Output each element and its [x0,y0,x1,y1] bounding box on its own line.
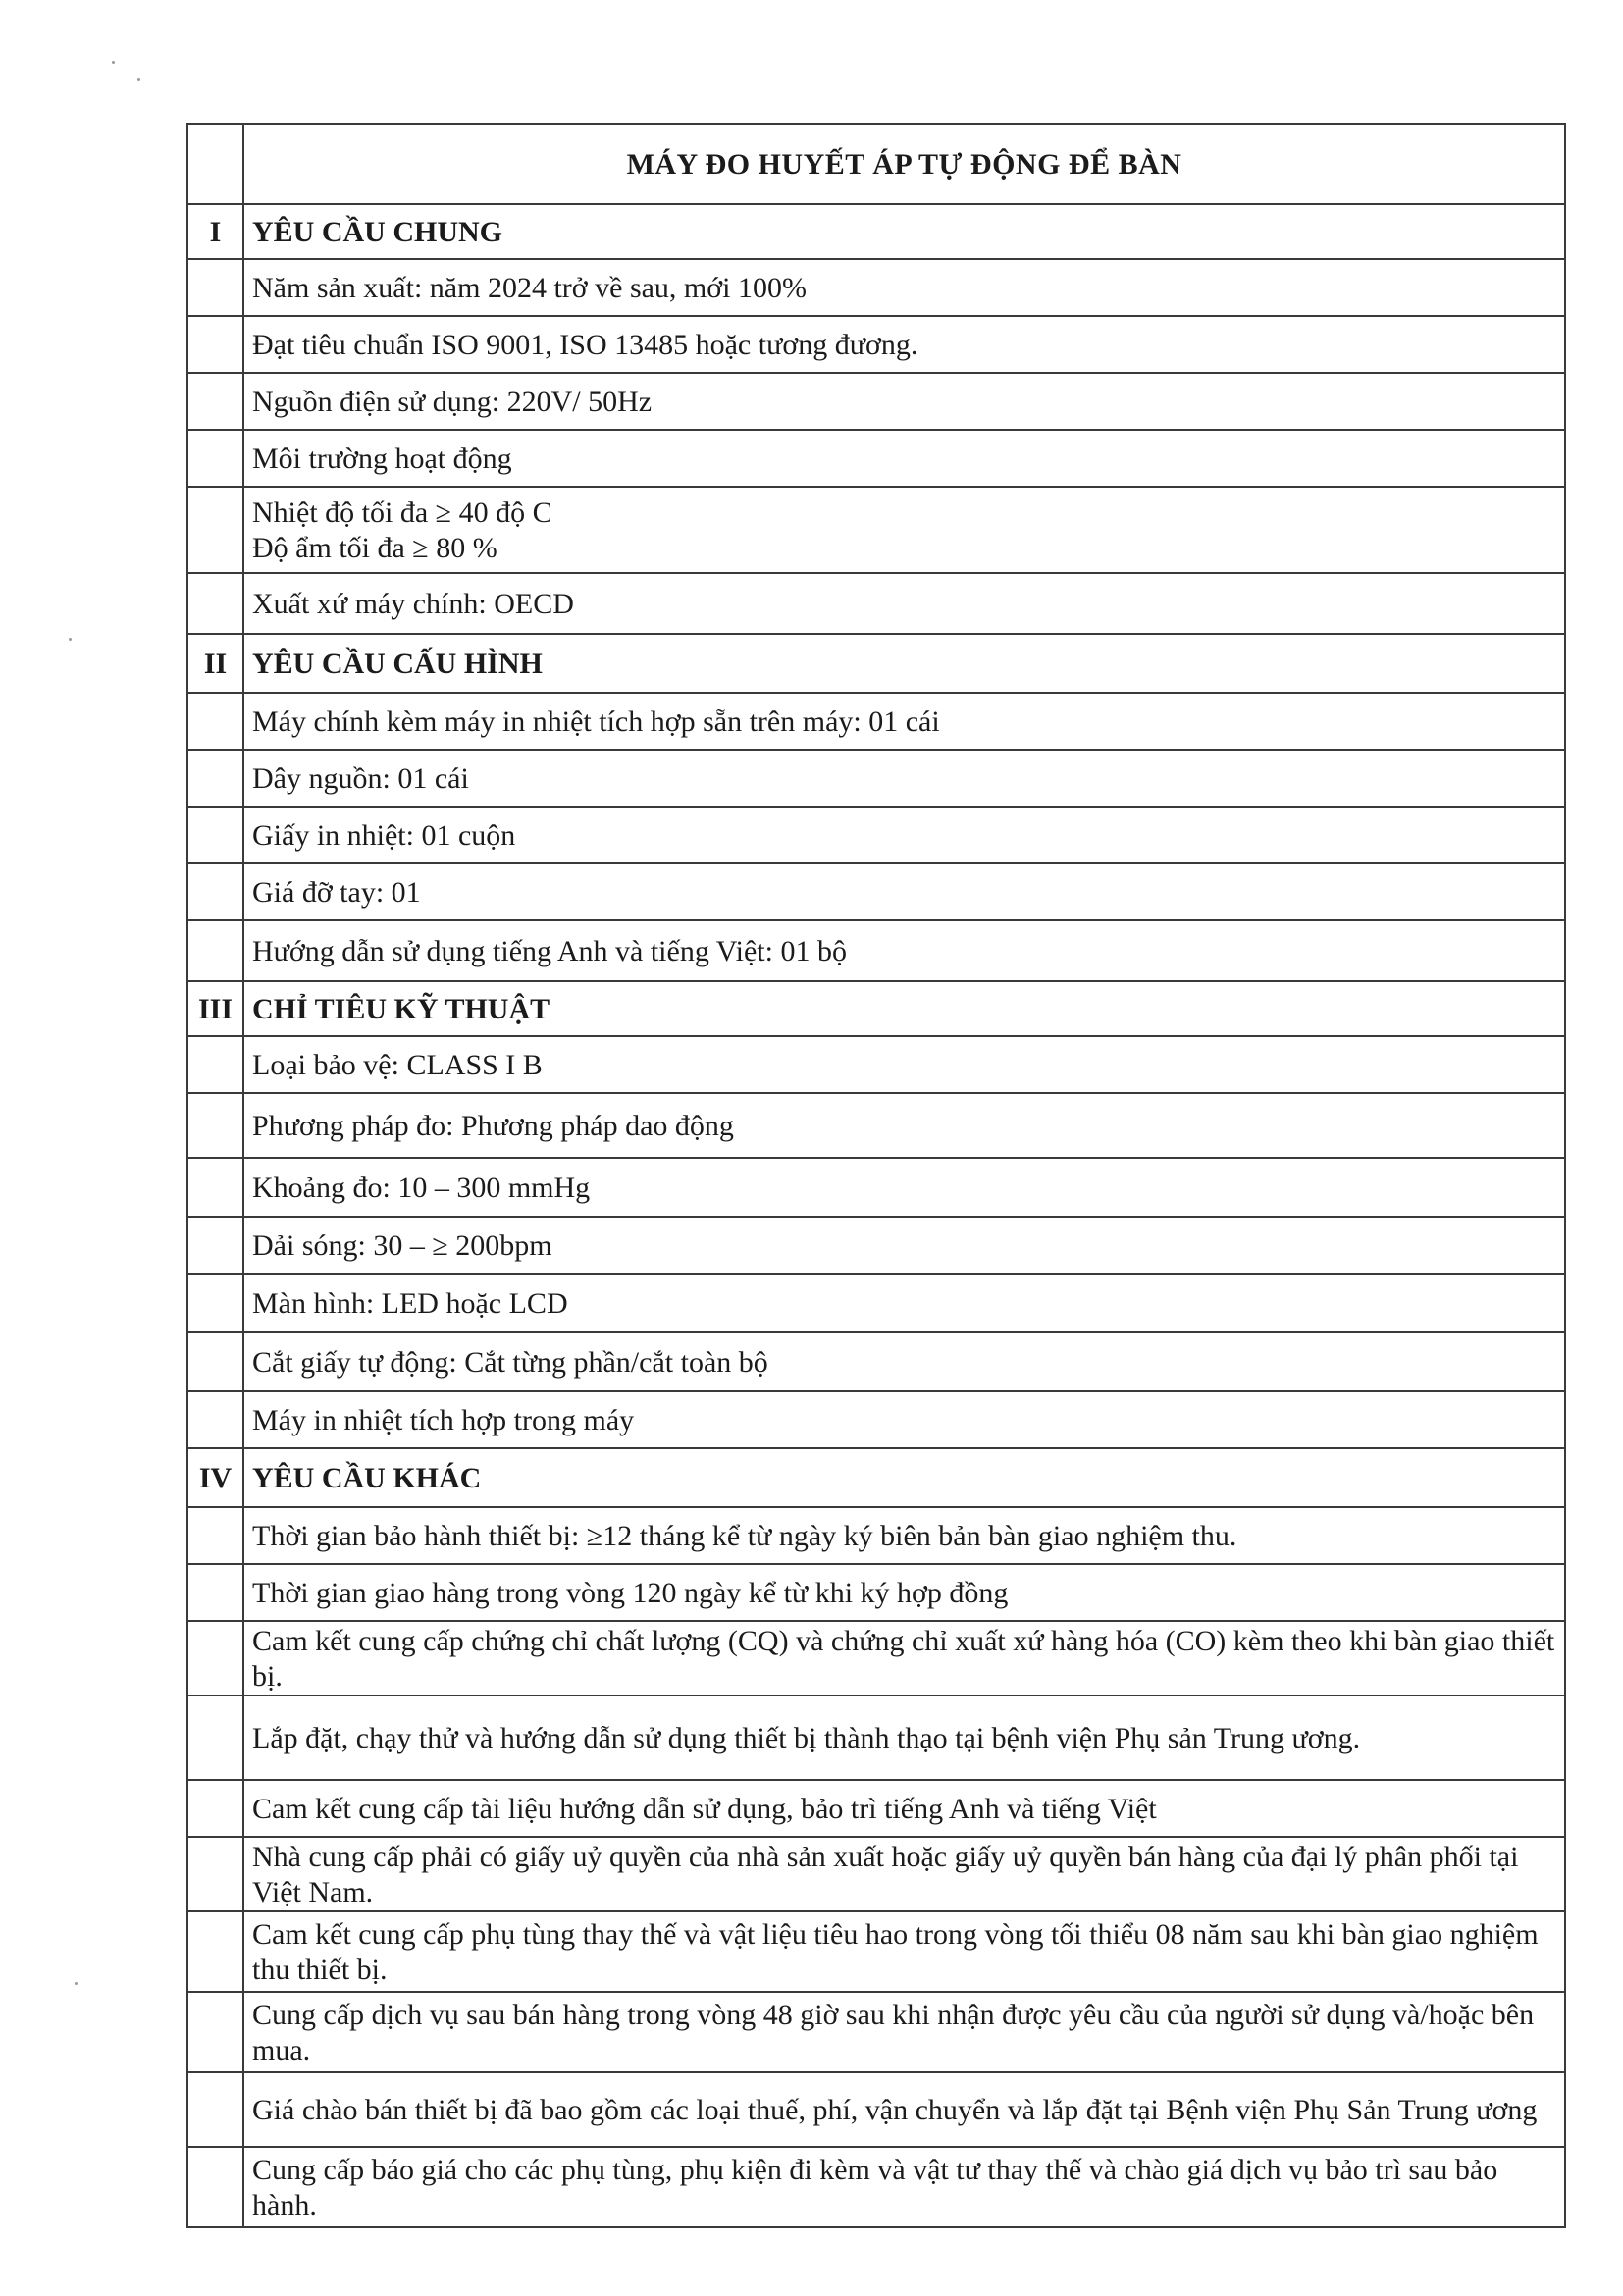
requirement-text: Dây nguồn: 01 cái [243,750,1565,807]
row-number [187,1217,243,1274]
requirement-text: Giấy in nhiệt: 01 cuộn [243,807,1565,863]
row-number [187,863,243,920]
row-number [187,807,243,863]
table-row [187,1507,1565,1564]
table-row [187,1274,1565,1332]
requirement-text: Giá đỡ tay: 01 [243,863,1565,920]
section-row [187,981,1565,1036]
table-row [187,1036,1565,1093]
requirement-text: Máy chính kèm máy in nhiệt tích hợp sẵn trên máy: 01 cái [243,693,1565,750]
table-row [187,2147,1565,2227]
requirement-text: Thời gian bảo hành thiết bị: ≥12 tháng kể từ ngày ký biên bản bàn giao nghiệm thu. [243,1507,1565,1564]
spec-table [186,123,1566,2228]
row-number: II [187,634,243,693]
row-number [187,693,243,750]
requirement-text: Khoảng đo: 10 – 300 mmHg [243,1158,1565,1217]
row-number [187,1332,243,1391]
table-row [187,259,1565,316]
requirement-text: Cung cấp dịch vụ sau bán hàng trong vòng 48 giờ sau khi nhận được yêu cầu của người sử dụng và/hoặc bên mua. [243,1992,1565,2072]
table-title-row [187,124,1565,204]
table-row [187,1158,1565,1217]
requirement-text: Thời gian giao hàng trong vòng 120 ngày kể từ khi ký hợp đồng [243,1564,1565,1621]
requirement-text: Cam kết cung cấp tài liệu hướng dẫn sử dụng, bảo trì tiếng Anh và tiếng Việt [243,1780,1565,1837]
section-row [187,204,1565,259]
row-number [187,316,243,373]
row-number [187,1837,243,1911]
row-number [187,1391,243,1448]
table-row [187,1332,1565,1391]
scan-speck [112,61,115,64]
requirement-text: Lắp đặt, chạy thử và hướng dẫn sử dụng thiết bị thành thạo tại bệnh viện Phụ sản Trung ương. [243,1696,1565,1780]
requirement-text: Năm sản xuất: năm 2024 trở về sau, mới 100% [243,259,1565,316]
table-row [187,807,1565,863]
table-row [187,1911,1565,1992]
row-number [187,1564,243,1621]
requirement-text: Xuất xứ máy chính: OECD [243,573,1565,634]
row-number [187,1780,243,1837]
row-number: I [187,204,243,259]
row-number [187,573,243,634]
requirement-text: Máy in nhiệt tích hợp trong máy [243,1391,1565,1448]
requirement-text: Cam kết cung cấp chứng chỉ chất lượng (CQ) và chứng chỉ xuất xứ hàng hóa (CO) kèm theo khi bàn giao thiết bị. [243,1621,1565,1696]
row-number [187,1036,243,1093]
requirement-text: Phương pháp đo: Phương pháp dao động [243,1093,1565,1158]
row-number [187,1992,243,2072]
row-number [187,2147,243,2227]
section-heading: YÊU CẦU CẤU HÌNH [243,634,1565,693]
row-number [187,1158,243,1217]
requirement-text: Giá chào bán thiết bị đã bao gồm các loại thuế, phí, vận chuyển và lắp đặt tại Bệnh viện Phụ Sản Trung ương [243,2072,1565,2147]
section-heading: CHỈ TIÊU KỸ THUẬT [243,981,1565,1036]
row-number [187,1093,243,1158]
table-row [187,863,1565,920]
requirement-text: Cam kết cung cấp phụ tùng thay thế và vật liệu tiêu hao trong vòng tối thiểu 08 năm sau khi bàn giao nghiệm thu thiết bị. [243,1911,1565,1992]
requirement-text: Môi trường hoạt động [243,430,1565,487]
requirement-text: Đạt tiêu chuẩn ISO 9001, ISO 13485 hoặc tương đương. [243,316,1565,373]
requirement-text: Màn hình: LED hoặc LCD [243,1274,1565,1332]
row-number: III [187,981,243,1036]
requirement-text: Dải sóng: 30 – ≥ 200bpm [243,1217,1565,1274]
table-row [187,1093,1565,1158]
requirement-text: Nhiệt độ tối đa ≥ 40 độ C Độ ẩm tối đa ≥ 80 % [243,487,1565,573]
table-row [187,430,1565,487]
table-row [187,1391,1565,1448]
table-row [187,1696,1565,1780]
table-row [187,1564,1565,1621]
section-row [187,634,1565,693]
table-row [187,373,1565,430]
row-number [187,1274,243,1332]
requirement-text: Nhà cung cấp phải có giấy uỷ quyền của nhà sản xuất hoặc giấy uỷ quyền bán hàng của đại lý phân phối tại Việt Nam. [243,1837,1565,1911]
row-number [187,373,243,430]
table-row [187,750,1565,807]
table-row [187,487,1565,573]
row-number [187,750,243,807]
row-number [187,1696,243,1780]
row-number [187,1621,243,1696]
requirement-text: Cung cấp báo giá cho các phụ tùng, phụ kiện đi kèm và vật tư thay thế và chào giá dịch vụ bảo trì sau bảo hành. [243,2147,1565,2227]
section-row [187,1448,1565,1507]
row-number [187,430,243,487]
table-row [187,1780,1565,1837]
table-row [187,693,1565,750]
table-row [187,1837,1565,1911]
table-row [187,2072,1565,2147]
table-row [187,1217,1565,1274]
requirement-text: Cắt giấy tự động: Cắt từng phần/cắt toàn bộ [243,1332,1565,1391]
scan-speck [75,1982,78,1985]
row-number [187,487,243,573]
row-number [187,920,243,981]
row-number [187,2072,243,2147]
requirement-text: Loại bảo vệ: CLASS I B [243,1036,1565,1093]
requirement-text: Nguồn điện sử dụng: 220V/ 50Hz [243,373,1565,430]
table-row [187,920,1565,981]
row-number [187,1911,243,1992]
section-heading: YÊU CẦU KHÁC [243,1448,1565,1507]
document-title: MÁY ĐO HUYẾT ÁP TỰ ĐỘNG ĐỂ BÀN [243,124,1565,204]
scan-speck [137,78,140,81]
table-row [187,1992,1565,2072]
row-number [187,1507,243,1564]
row-number: IV [187,1448,243,1507]
requirement-text: Hướng dẫn sử dụng tiếng Anh và tiếng Việt: 01 bộ [243,920,1565,981]
table-row [187,573,1565,634]
title-num-cell [187,124,243,204]
row-number [187,259,243,316]
table-row [187,1621,1565,1696]
table-row [187,316,1565,373]
section-heading: YÊU CẦU CHUNG [243,204,1565,259]
scan-speck [69,638,72,641]
